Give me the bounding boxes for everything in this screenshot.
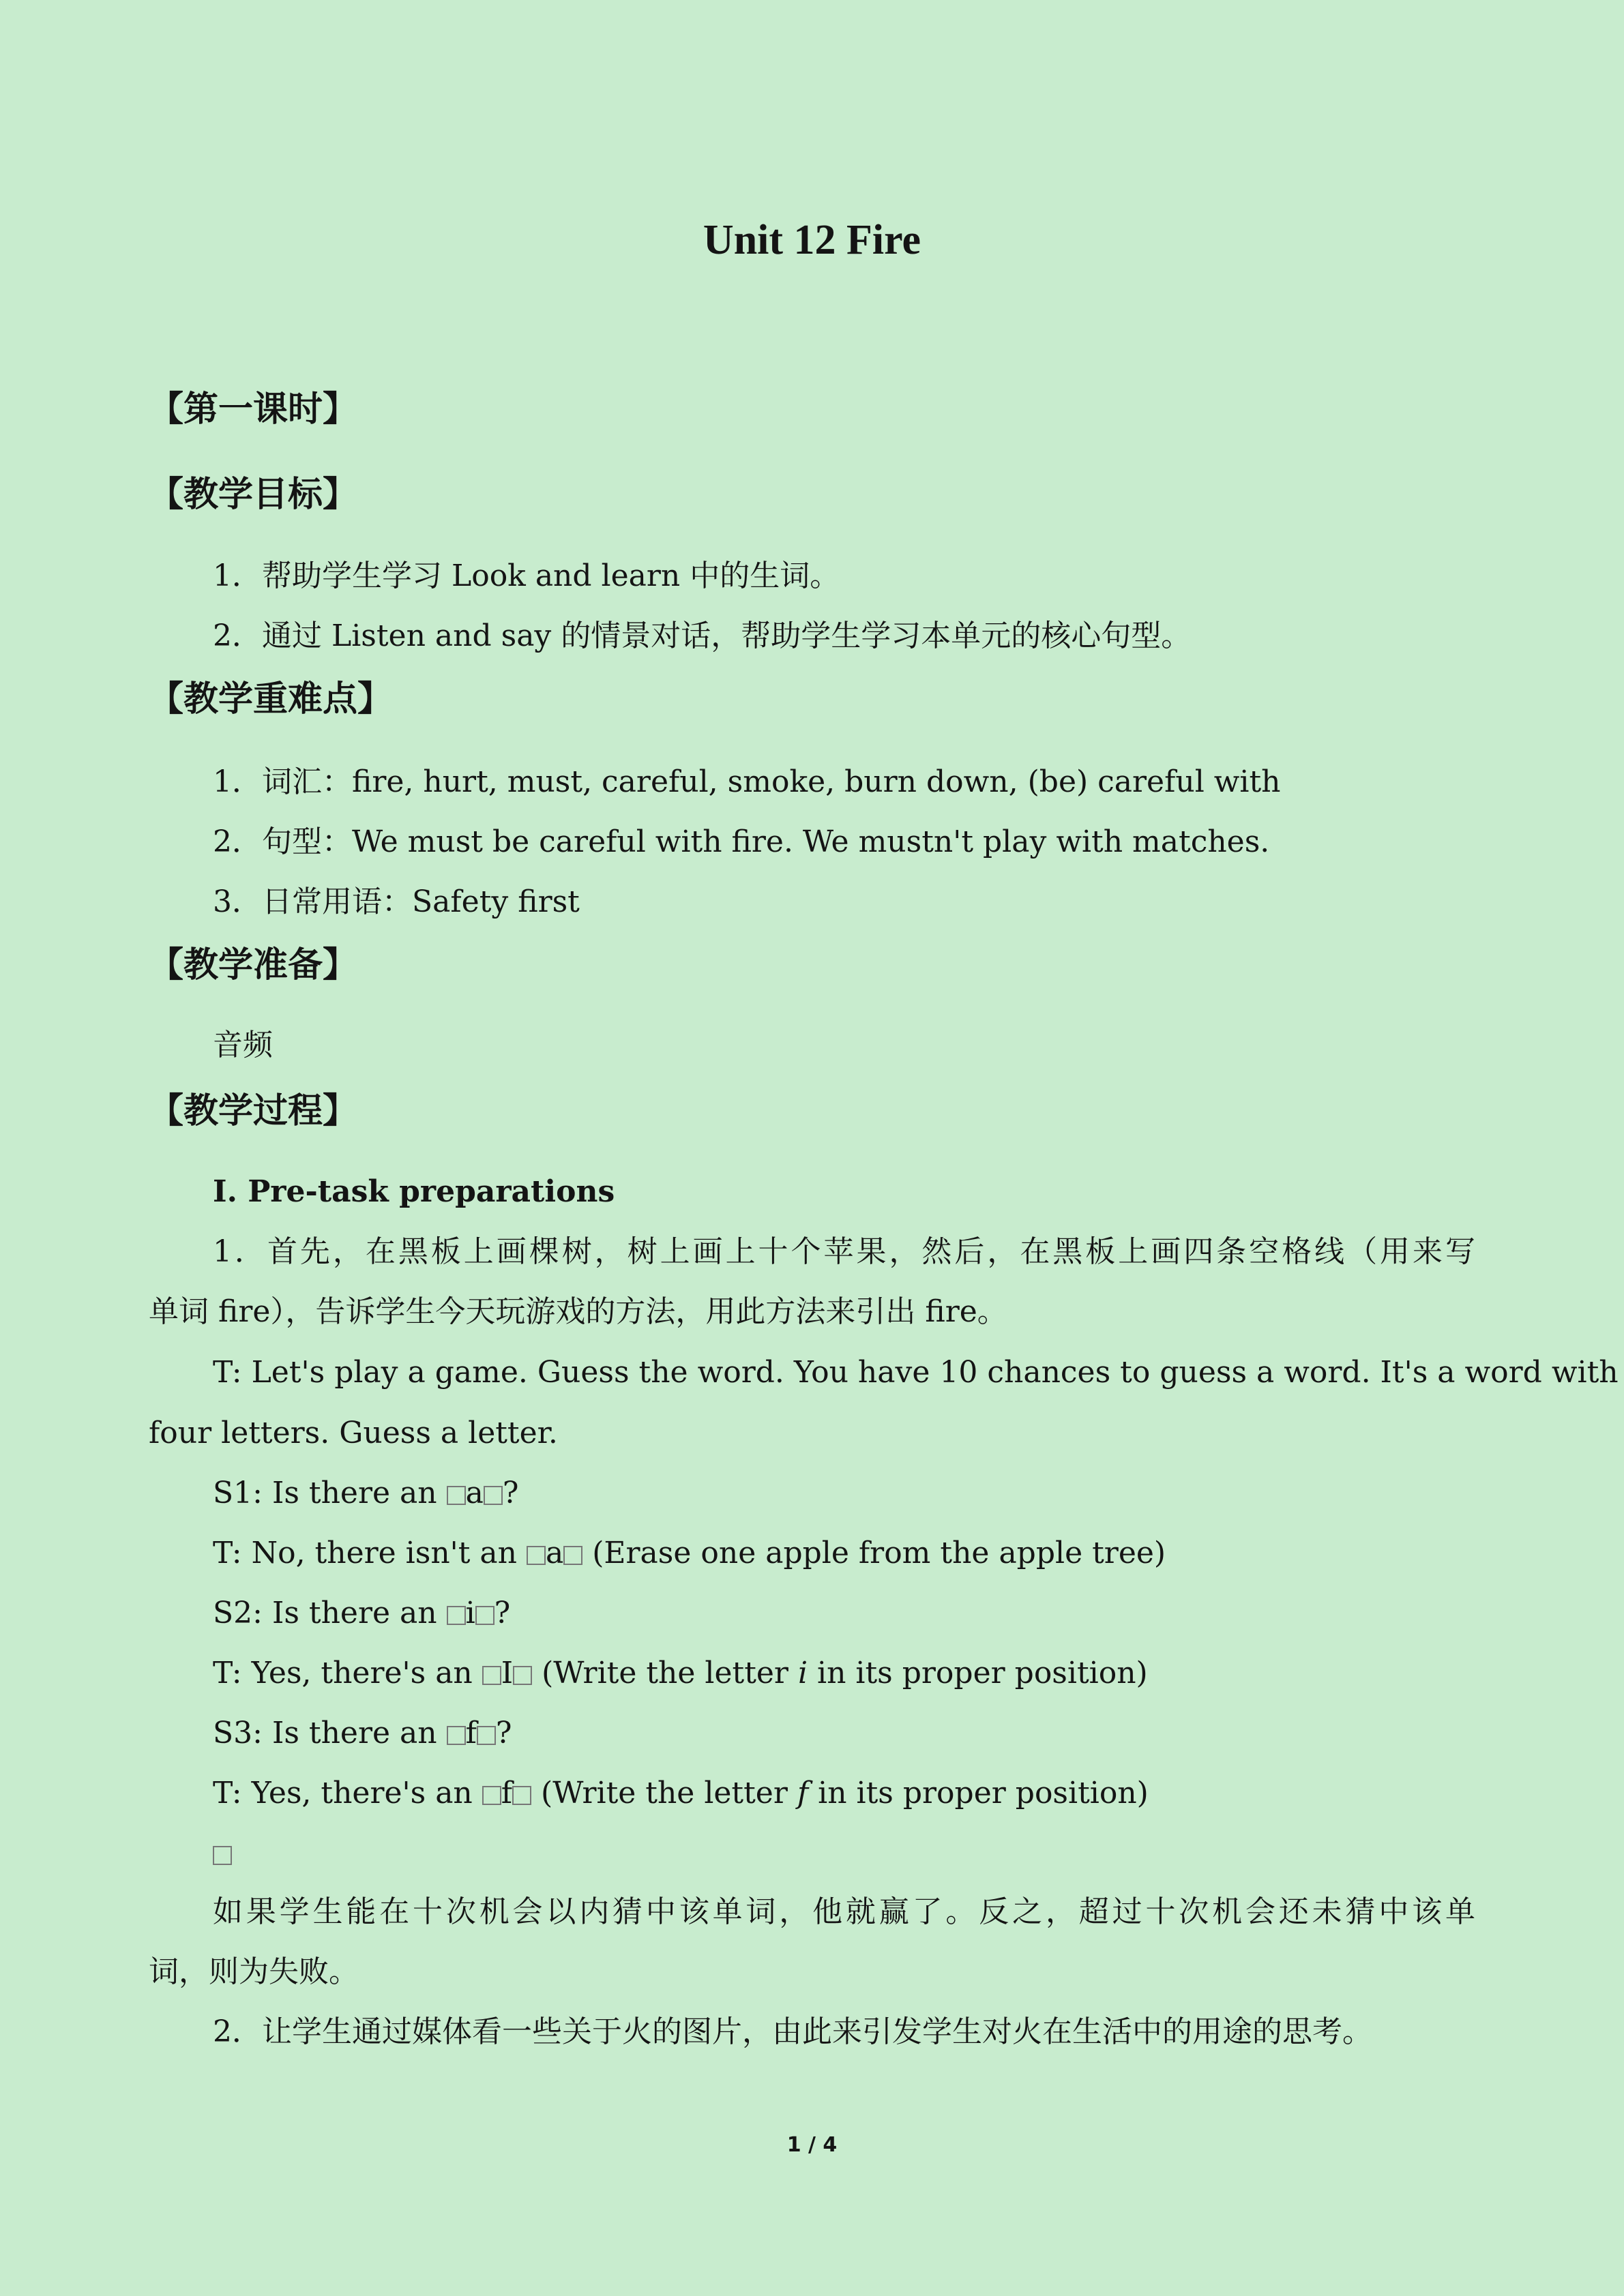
- dialogue-text: (Write the letter: [531, 1776, 797, 1810]
- dialogue-line-t1: [213, 1533, 1166, 1574]
- italic-letter: f: [797, 1776, 809, 1810]
- missing-glyph-icon: [447, 1486, 466, 1505]
- dialogue-text: (Write the letter: [532, 1656, 798, 1690]
- letter: I: [501, 1656, 514, 1690]
- letter: f: [501, 1776, 513, 1810]
- dialogue-text: T: No, there isn't an: [213, 1536, 527, 1570]
- dialogue-text: ?: [495, 1716, 512, 1750]
- dialogue-text: S1: Is there an: [213, 1476, 447, 1510]
- page-number: 1 / 4: [786, 2133, 838, 2157]
- dialogue-line-s2: [213, 1593, 510, 1634]
- dialogue-line-t3: [213, 1773, 1149, 1814]
- missing-glyph-icon: [484, 1486, 503, 1505]
- missing-glyph-icon: [512, 1786, 531, 1805]
- preparation-text: 音频: [213, 1028, 273, 1062]
- step2-text: 2．让学生通过媒体看一些关于火的图片，由此来引发学生对火在生活中的用途的思考。: [213, 2014, 1372, 2049]
- step1-line2: 单词 fire），告诉学生今天玩游戏的方法，用此方法来引出 fire。: [149, 1294, 1007, 1329]
- heading-period: 【第一课时】: [149, 389, 358, 430]
- heading-key-points: 【教学重难点】: [149, 679, 393, 719]
- heading-preparation: 【教学准备】: [149, 944, 358, 985]
- placeholder-line: [213, 1833, 232, 1874]
- missing-glyph-icon: [482, 1786, 501, 1805]
- key-point-item: 3．日常用语：Safety first: [213, 884, 580, 919]
- dialogue-text: ?: [502, 1476, 519, 1510]
- missing-glyph-icon: [477, 1726, 496, 1745]
- missing-glyph-icon: [447, 1606, 466, 1625]
- win-rule-line2: 词，则为失败。: [149, 1954, 359, 1989]
- dialogue-text: S3: Is there an: [213, 1716, 447, 1750]
- heading-process: 【教学过程】: [149, 1090, 358, 1131]
- teacher-intro-line1: T: Let's play a game. Guess the word. You have 10 chances to guess a word. It's a word with: [213, 1355, 1619, 1390]
- dialogue-text: ?: [494, 1596, 511, 1630]
- dialogue-text: in its proper position): [808, 1776, 1149, 1810]
- key-point-item: 1．词汇：fire, hurt, must, careful, smoke, burn down, (be) careful with: [213, 764, 1281, 799]
- letter: a: [465, 1476, 484, 1510]
- missing-glyph-icon: [213, 1846, 232, 1865]
- dialogue-line-s3: [213, 1713, 512, 1754]
- key-point-item: 2．句型：We must be careful with fire. We mustn't play with matches.: [213, 824, 1270, 859]
- italic-letter: i: [797, 1656, 808, 1690]
- missing-glyph-icon: [527, 1546, 546, 1565]
- missing-glyph-icon: [482, 1666, 501, 1685]
- missing-glyph-icon: [513, 1666, 532, 1685]
- heading-objectives: 【教学目标】: [149, 474, 358, 515]
- dialogue-text: T: Yes, there's an: [213, 1776, 482, 1810]
- dialogue-text: (Erase one apple from the apple tree): [582, 1536, 1166, 1570]
- objective-item: 1．帮助学生学习 Look and learn 中的生词。: [213, 558, 840, 593]
- missing-glyph-icon: [475, 1606, 494, 1625]
- objective-item: 2．通过 Listen and say 的情景对话，帮助学生学习本单元的核心句型。: [213, 618, 1192, 653]
- letter: f: [465, 1716, 477, 1750]
- missing-glyph-icon: [563, 1546, 582, 1565]
- section-heading-pre-task: Ⅰ. Pre-task preparations: [213, 1174, 615, 1209]
- step1-line1: 1．首先，在黑板上画棵树，树上画上十个苹果，然后，在黑板上画四条空格线（用来写: [213, 1234, 1475, 1269]
- missing-glyph-icon: [447, 1726, 466, 1745]
- document-title: Unit 12 Fire: [703, 217, 921, 263]
- dialogue-text: in its proper position): [808, 1656, 1148, 1690]
- dialogue-text: T: Yes, there's an: [213, 1656, 482, 1690]
- dialogue-line-t2: [213, 1653, 1148, 1694]
- win-rule-line1: 如果学生能在十次机会以内猜中该单词，他就赢了。反之，超过十次机会还未猜中该单: [213, 1894, 1475, 1929]
- teacher-intro-line2: four letters. Guess a letter.: [149, 1416, 558, 1450]
- dialogue-line-s1: [213, 1473, 518, 1514]
- dialogue-text: S2: Is there an: [213, 1596, 447, 1630]
- letter: i: [465, 1596, 475, 1630]
- letter: a: [545, 1536, 564, 1570]
